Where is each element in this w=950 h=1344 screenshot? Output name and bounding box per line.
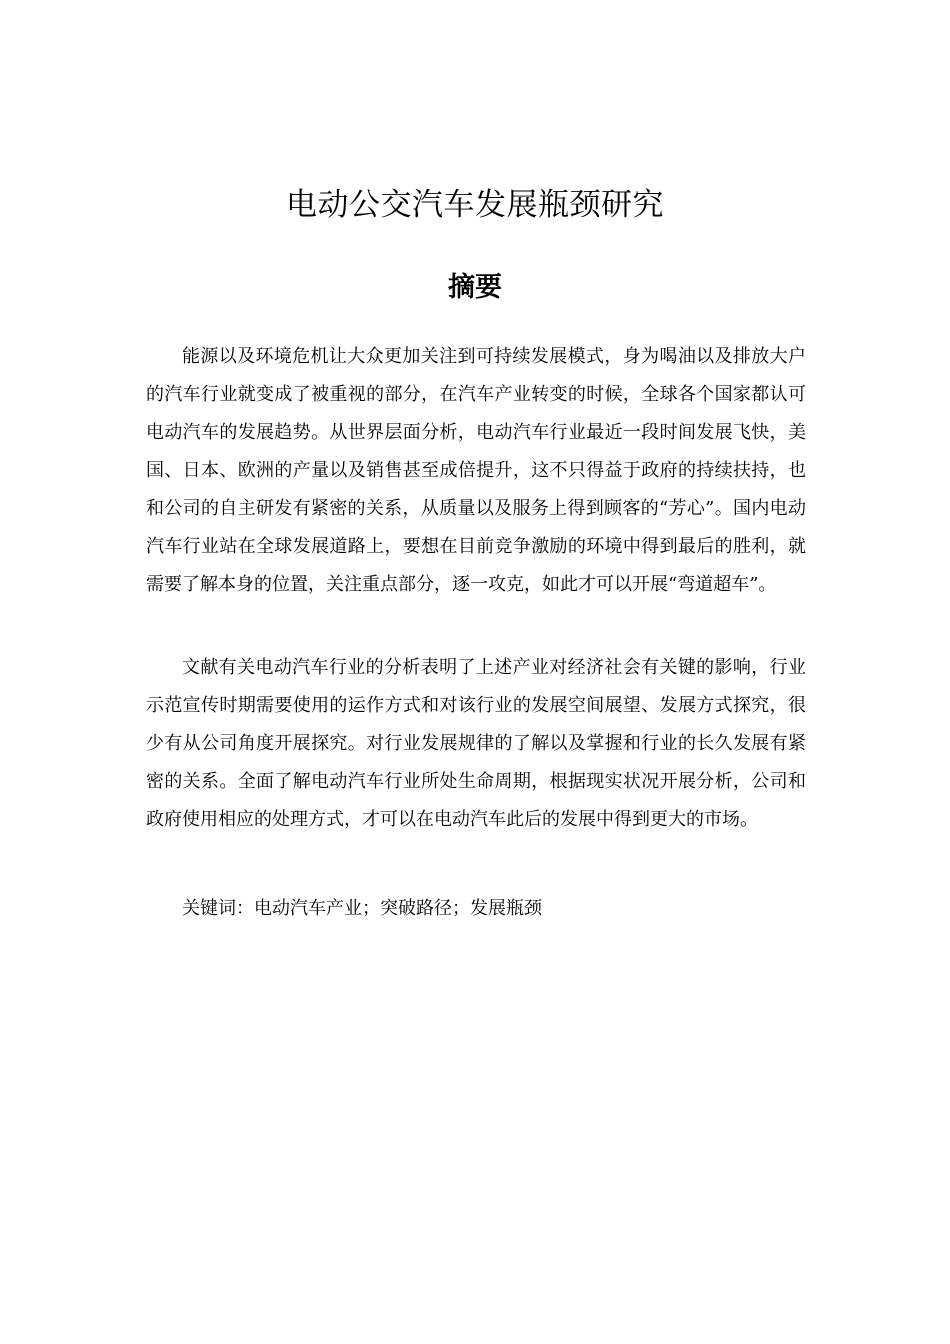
abstract-paragraph-1: 能源以及环境危机让大众更加关注到可持续发展模式，身为喝油以及排放大户的汽车行业就变成了被重视的部分，在汽车产业转变的时候，全球各个国家都认可电动汽车的发展趋势。从世界层面分析，电动汽车行业最近一段时间发展飞快，美国、日本、欧洲的产量以及销售甚至成倍提升，这不只得益于政府的持续扶持，也和公司的自主研发有紧密的关系，从质量以及服务上得到顾客的“芳心”。国内电动汽车行业站在全球发展道路上，要想在目前竞争激励的环境中得到最后的胜利，就需要了解本身的位置，关注重点部分，逐一攻克，如此才可以开展“弯道超车”。 xyxy=(146,346,806,595)
keywords-line: 关键词：电动汽车产业；突破路径；发展瓶颈 xyxy=(182,898,542,919)
abstract-heading: 摘要 xyxy=(448,272,502,303)
abstract-paragraph-2: 文献有关电动汽车行业的分析表明了上述产业对经济社会有关键的影响，行业示范宣传时期需要使用的运作方式和对该行业的发展空间展望、发展方式探究，很少有从公司角度开展探究。对行业发展规律的了解以及掌握和行业的长久发展有紧密的关系。全面了解电动汽车行业所处生命周期，根据现实状况开展分析，公司和政府使用相应的处理方式，才可以在电动汽车此后的发展中得到更大的市场。 xyxy=(146,657,806,830)
document-title: 电动公交汽车发展瓶颈研究 xyxy=(286,187,664,223)
